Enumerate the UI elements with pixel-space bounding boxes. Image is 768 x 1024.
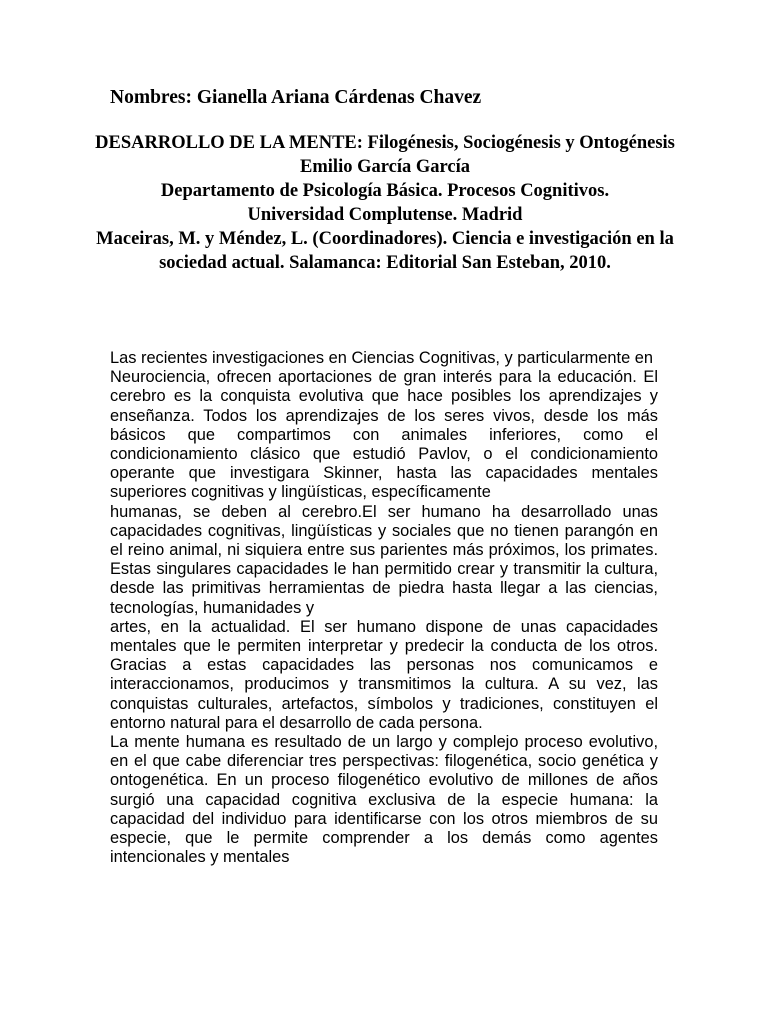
document-title: DESARROLLO DE LA MENTE: Filogénesis, Sociogénesis y Ontogénesis bbox=[95, 133, 675, 153]
department-line: Departamento de Psicología Básica. Procesos Cognitivos. bbox=[160, 181, 610, 201]
citation-line-2: sociedad actual. Salamanca: Editorial San Esteban, 2010. bbox=[159, 253, 611, 273]
citation-line-1: Maceiras, M. y Méndez, L. (Coordinadores). Ciencia e investigación en la bbox=[96, 229, 674, 249]
title-block bbox=[90, 131, 680, 275]
paragraph-4: artes, en la actualidad. El ser humano dispone de unas capacidades mentales que le permiten interpretar y predecir la conducta de los otros. Gracias a estas capacidades las personas nos comunicamos e interaccionamos, producimos y transmitimos la cultura. A su vez, las conquistas culturales, artefactos, símbolos y tradiciones, constituyen el entorno natural para el desarrollo de cada persona. bbox=[110, 617, 658, 732]
author-of-work: Emilio García García bbox=[300, 157, 470, 177]
paragraph-1: Las recientes investigaciones en Ciencias Cognitivas, y particularmente en bbox=[110, 349, 653, 367]
paragraph-5: La mente humana es resultado de un largo y complejo proceso evolutivo, en el que cabe diferenciar tres perspectivas: filogenética, socio genética y ontogenética. En un proceso filogenético evolutivo de millones de años surgió una capacidad cognitiva exclusiva de la especie humana: la capacidad del individuo para identificarse con los otros miembros de su especie, que le permite comprender a los demás como agentes intencionales y mentales bbox=[110, 733, 658, 867]
paragraph-2: Neurociencia, ofrecen aportaciones de gran interés para la educación. El cerebro es la conquista evolutiva que hace posibles los aprendizajes y enseñanza. Todos los aprendizajes de los seres vivos, desde los más básicos que compartimos con animales inferiores, como el condicionamiento clásico que estudió Pavlov, o el condicionamiento operante que investigara Skinner, hasta las capacidades mentales superiores cognitivas y lingüísticas, específicamente bbox=[110, 368, 658, 502]
body-text bbox=[110, 349, 658, 867]
university-line: Universidad Complutense. Madrid bbox=[247, 205, 523, 225]
author-name-line: Nombres: Gianella Ariana Cárdenas Chavez bbox=[110, 87, 482, 108]
paragraph-3: humanas, se deben al cerebro.El ser humano ha desarrollado unas capacidades cognitivas, lingüísticas y sociales que no tienen parangón en el reino animal, ni siquiera entre sus parientes más próximos, los primates. Estas singulares capacidades le han permitido crear y transmitir la cultura, desde las primitivas herramientas de piedra hasta llegar a las ciencias, tecnologías, humanidades y bbox=[110, 502, 658, 617]
